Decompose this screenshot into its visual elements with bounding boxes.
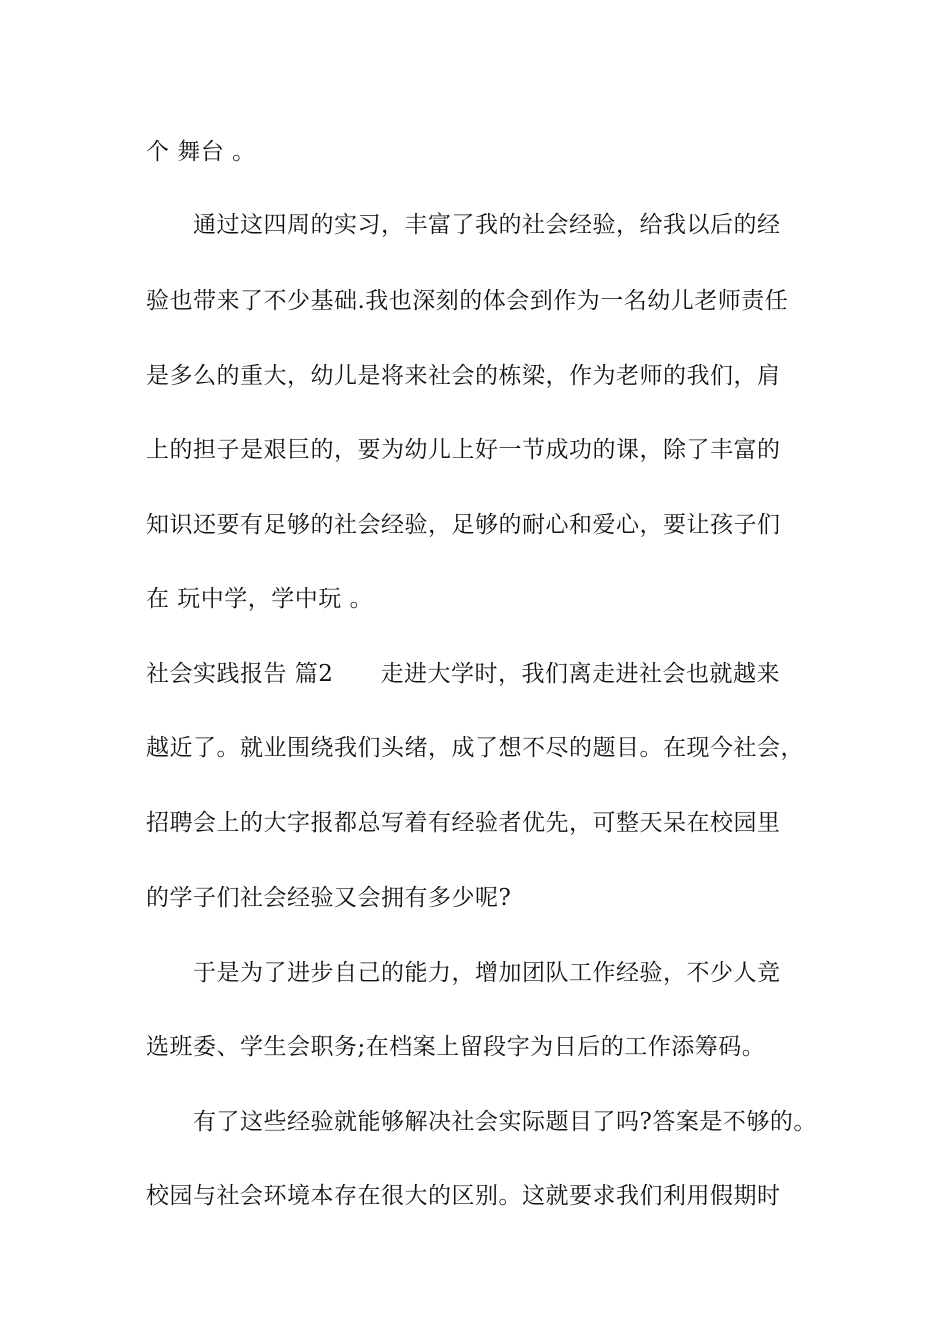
text-line: 验也带来了不少基础.我也深刻的体会到作为一名幼儿老师责任 [146,288,789,314]
text-line: 通过这四周的实习，丰富了我的社会经验，给我以后的经 [193,212,781,238]
text-line: 于是为了进步自己的能力，增加团队工作经验，不少人竞 [193,960,781,986]
text-line: 个 舞台 。 [146,139,256,165]
text-line: 是多么的重大，幼儿是将来社会的栋梁，作为老师的我们，肩 [146,363,781,389]
text-line: 知识还要有足够的社会经验，足够的耐心和爱心，要让孩子们 [146,512,781,538]
text-line: 的学子们社会经验又会拥有多少呢? [146,885,512,911]
text-line: 招聘会上的大字报都总写着有经验者优先，可整天呆在校园里 [146,810,781,836]
section-heading-line: 社会实践报告 篇2 走进大学时，我们离走进社会也就越来 [146,661,780,687]
text-line: 上的担子是艰巨的，要为幼儿上好一节成功的课，除了丰富的 [146,437,781,463]
text-line: 选班委、学生会职务;在档案上留段字为日后的工作添筹码。 [146,1034,766,1060]
text-line: 校园与社会环境本存在很大的区别。这就要求我们利用假期时 [146,1183,781,1209]
text-line: 在 玩中学，学中玩 。 [146,586,374,612]
text-line: 有了这些经验就能够解决社会实际题目了吗?答案是不够的。 [193,1109,817,1135]
text-line: 越近了。就业围绕我们头绪，成了想不尽的题目。在现今社会， [146,735,804,761]
